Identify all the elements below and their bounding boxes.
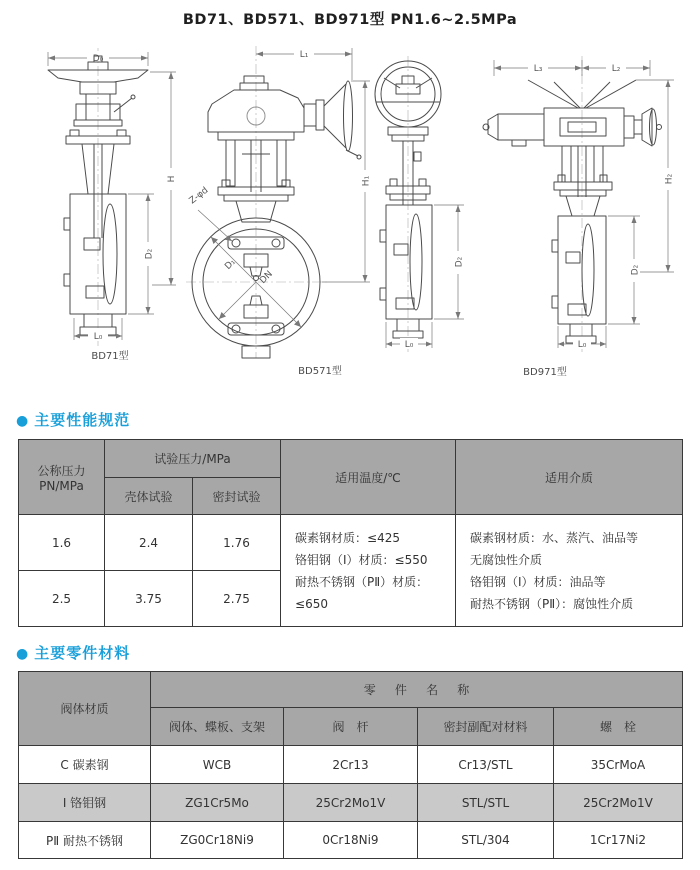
medium-line: 铬钼钢（Ⅰ）材质：油品等 xyxy=(470,574,606,589)
dim-label-d2: D₂ xyxy=(144,248,155,260)
t1-header-seal-test: 密封试验 xyxy=(193,478,281,515)
t1-cell-medium xyxy=(456,515,683,627)
dimension-d2 xyxy=(608,216,641,324)
table-row xyxy=(19,784,683,822)
t1-header-medium: 适用介质 xyxy=(456,440,683,515)
dim-label-h1: H₁ xyxy=(361,175,372,187)
t2-header-body-material: 阀体材质 xyxy=(19,672,151,746)
t2-cell: STL/304 xyxy=(418,822,554,859)
t1-header-temperature: 适用温度/℃ xyxy=(281,440,456,515)
bd971-valve-drawing xyxy=(482,52,697,357)
valve-body xyxy=(380,205,432,338)
t2-header-stem: 阀杆 xyxy=(284,708,418,746)
dim-label-d2: D₂ xyxy=(630,264,641,276)
dim-label-h2: H₂ xyxy=(664,173,675,185)
dim-label-d1: D₁ xyxy=(223,257,238,272)
dim-label-l0: L₀ xyxy=(577,340,587,350)
dimension-h2 xyxy=(636,80,675,272)
dimension-d2 xyxy=(128,194,155,314)
t1-cell-shell-2: 3.75 xyxy=(105,571,193,627)
bd571-side-drawing xyxy=(356,52,491,357)
dim-label-d2: D₂ xyxy=(454,256,465,268)
t2-header-seal-pair: 密封副配对材料 xyxy=(418,708,554,746)
section-materials-title: 主要零件材料 xyxy=(34,644,131,662)
materials-table xyxy=(18,671,683,859)
bullet-icon: ● xyxy=(16,413,29,429)
t2-cell: ZG1Cr5Mo xyxy=(151,784,284,822)
gearbox xyxy=(208,76,361,159)
dim-label-l2: L₂ xyxy=(611,64,621,74)
dimension-l3-l2 xyxy=(494,60,650,76)
t2-cell: 0Cr18Ni9 xyxy=(284,822,418,859)
medium-line: 碳素钢材质：水、蒸汽、油品等 xyxy=(470,530,639,545)
drawing-caption-bd71: BD71型 xyxy=(91,351,129,362)
dimension-d2 xyxy=(434,205,465,319)
t1-cell-pn-2: 2.5 xyxy=(19,571,105,627)
drawing-caption-bd971: BD971型 xyxy=(523,367,567,378)
t2-material-carbon-steel: C 碳素钢 xyxy=(19,746,151,784)
dim-label-l0: L₀ xyxy=(93,332,103,342)
dim-label-l3: L₃ xyxy=(533,64,543,74)
performance-table xyxy=(18,439,683,627)
drawing-bd571-side xyxy=(356,52,491,361)
dim-label-h: H xyxy=(167,175,177,183)
bolt-note-label: Z-φd xyxy=(187,185,211,207)
bd71-valve-drawing xyxy=(30,42,190,352)
t2-cell: 1Cr17Ni2 xyxy=(554,822,683,859)
drawing-bd971 xyxy=(482,52,697,361)
t1-header-shell-test: 壳体试验 xyxy=(105,478,193,515)
drawing-bd571-front xyxy=(182,42,372,366)
t1-header-pn-line2: PN/MPa xyxy=(39,478,84,493)
section-materials xyxy=(16,642,130,663)
dimension-d0 xyxy=(48,51,148,66)
t1-cell-seal-1: 1.76 xyxy=(193,515,281,571)
bolt-circle-note xyxy=(188,186,232,241)
t2-header-body-disc-bracket: 阀体、蝶板、支架 xyxy=(151,708,284,746)
electric-actuator xyxy=(483,80,662,146)
t1-header-pn-line1: 公称压力 xyxy=(37,463,86,478)
t2-cell: Cr13/STL xyxy=(418,746,554,784)
temp-line: 耐热不锈钢（PⅡ）材质：≤650 xyxy=(295,574,429,611)
t2-header-bolt: 螺栓 xyxy=(554,708,683,746)
t1-header-pn xyxy=(19,440,105,515)
t2-header-parts-name: 零件名称 xyxy=(151,672,683,708)
t2-material-stainless-steel: PⅡ 耐热不锈钢 xyxy=(19,822,151,859)
page-title: BD71、BD571、BD971型 PN1.6~2.5MPa xyxy=(182,12,518,28)
dimension-l1 xyxy=(256,47,352,82)
section-performance xyxy=(16,409,130,430)
bd571-front-drawing xyxy=(182,42,372,362)
t2-cell: WCB xyxy=(151,746,284,784)
valve-body xyxy=(64,194,126,335)
t1-header-test-pressure: 试验压力/MPa xyxy=(105,440,281,478)
t1-cell-seal-2: 2.75 xyxy=(193,571,281,627)
drawing-caption-bd571: BD571型 xyxy=(298,366,342,377)
t2-cell: ZG0Cr18Ni9 xyxy=(151,822,284,859)
temp-line: 铬钼钢（Ⅰ）材质：≤550 xyxy=(295,552,428,567)
dim-label-l0: L₀ xyxy=(404,340,414,350)
table-row xyxy=(19,822,683,859)
medium-line: 无腐蚀性介质 xyxy=(470,552,543,567)
t2-material-cr-mo-steel: I 铬钼钢 xyxy=(19,784,151,822)
table-row xyxy=(19,746,683,784)
bullet-icon: ● xyxy=(16,646,29,662)
section-performance-title: 主要性能规范 xyxy=(34,411,131,429)
t2-cell: 2Cr13 xyxy=(284,746,418,784)
t1-cell-pn-1: 1.6 xyxy=(19,515,105,571)
actuator-stand xyxy=(66,82,135,238)
medium-line: 耐热不锈钢（PⅡ）：腐蚀性介质 xyxy=(470,596,634,611)
yoke xyxy=(554,146,612,216)
dim-label-dn: DN xyxy=(258,269,275,286)
t2-cell: 25Cr2Mo1V xyxy=(554,784,683,822)
temp-line: 碳素钢材质：≤425 xyxy=(295,530,400,545)
valve-body xyxy=(552,216,606,343)
t2-cell: 35CrMoA xyxy=(554,746,683,784)
t2-cell: STL/STL xyxy=(418,784,554,822)
dim-label-d0: D₀ xyxy=(92,54,104,64)
t1-cell-temperature xyxy=(281,515,456,627)
drawing-bd71 xyxy=(30,42,190,356)
t2-cell: 25Cr2Mo1V xyxy=(284,784,418,822)
t1-cell-shell-1: 2.4 xyxy=(105,515,193,571)
dim-label-l1: L₁ xyxy=(299,50,309,60)
